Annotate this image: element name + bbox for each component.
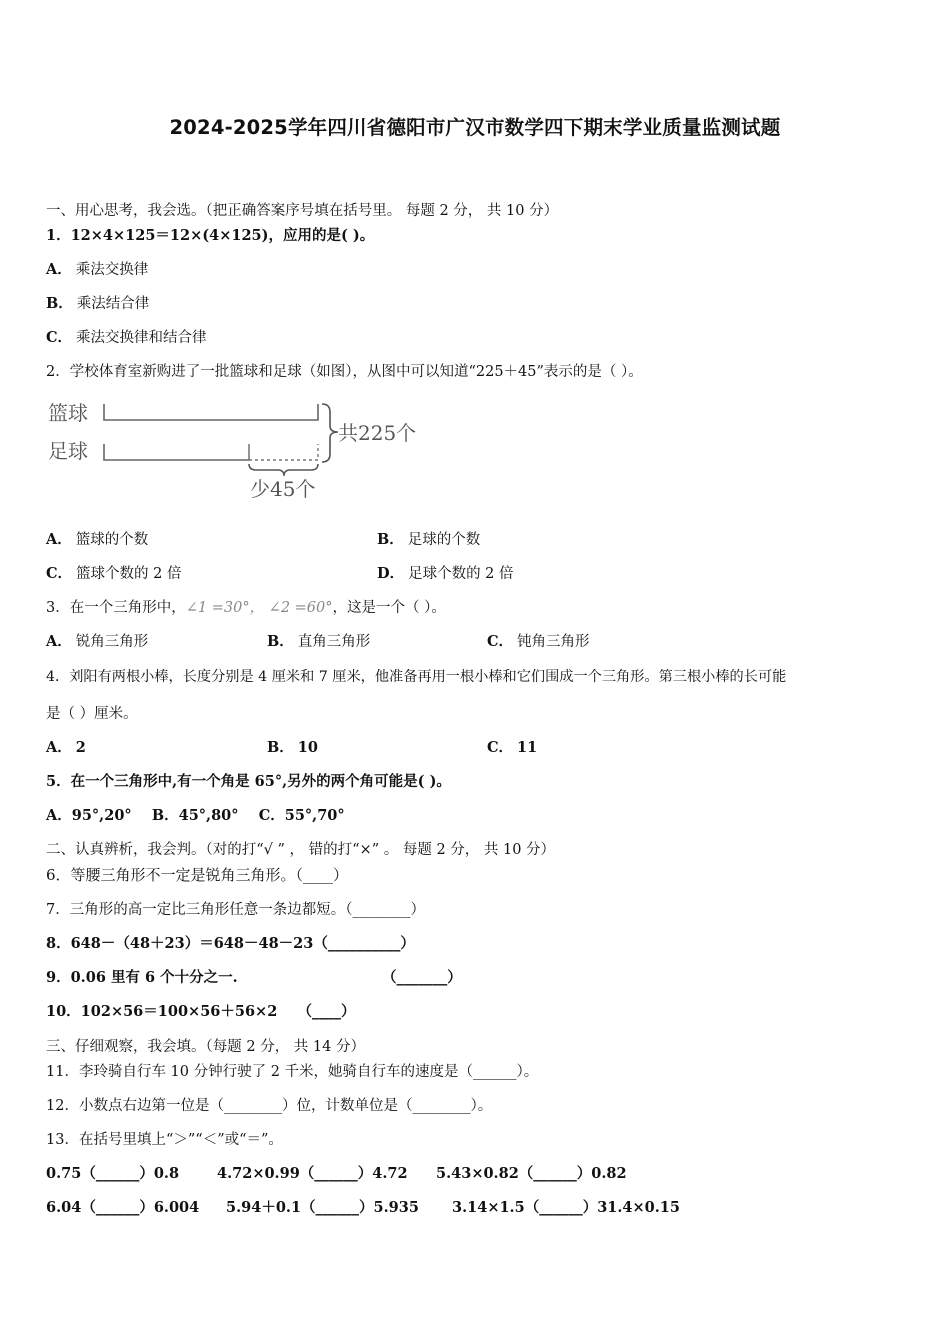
q1-option-c [46,328,207,348]
question-7: 7．三角形的高一定比三角形任意一条边都短。（________） [46,902,425,918]
q1-option-a [46,260,148,280]
option-label: C． [46,565,73,582]
option-text: 篮球个数的 2 倍 [76,566,182,582]
q13-item-3: 5.43×0.82（______）0.82 [436,1165,627,1182]
page-title: 2024-2025学年四川省德阳市广汉市数学四下期末学业质量监测试题 [169,116,781,139]
ball-diagram [46,396,426,500]
question-3 [46,598,446,618]
option-text: 10 [297,739,318,756]
total-brace [322,404,338,462]
less-brace [249,464,318,476]
option-label: A． [46,633,72,650]
option-label: B． [267,633,294,650]
question-4-line-2: 是（ ）厘米。 [46,706,138,722]
option-label: C． [46,329,73,346]
option-text: 足球个数的 2 倍 [408,566,514,582]
option-text: 锐角三角形 [75,634,149,650]
q3-option-c [487,632,590,652]
option-label: A． [46,261,72,278]
q4-option-b [267,738,318,758]
option-label: B． [377,531,404,548]
q3-prefix: 3．在一个三角形中， [46,600,186,616]
q5-options: A．95°,20° B．45°,80° C．55°,70° [46,807,345,824]
q3-option-a [46,632,148,652]
q13-item-1: 0.75（______）0.8 [46,1165,180,1182]
question-5: 5．在一个三角形中,有一个角是 65°,另外的两个角可能是( )。 [46,773,451,790]
section-2-heading: 二、认真辨析，我会判。（对的打“√ ” ， 错的打“×” 。 每题 2 分， 共 10 分） [46,842,556,858]
question-13: 13．在括号里填上“＞”“＜”或“＝”。 [46,1132,283,1148]
option-label: B． [46,295,73,312]
football-missing-part [249,444,318,460]
question-8: 8．648－（48＋23）＝648－48－23（__________） [46,935,415,952]
question-1: 1．12×4×125＝12×(4×125)，应用的是( )。 [46,227,375,244]
section-1-heading: 一、用心思考，我会选。（把正确答案序号填在括号里。 每题 2 分， 共 10 分） [46,203,559,219]
diagram-total-label: 共225个 [338,421,417,445]
q3-option-b [267,632,370,652]
question-12: 12．小数点右边第一位是（________）位，计数单位是（________）。 [46,1098,493,1114]
q4-option-a [46,738,86,758]
question-4-line-1: 4．刘阳有两根小棒，长度分别是 4 厘米和 7 厘米，他准备再用一根小棒和它们围成一个三角形。第三根小棒的长可能 [46,669,787,685]
question-10: 10．102×56＝100×56＋56×2 （____） [46,1003,356,1020]
diagram-label-basketball: 篮球 [48,401,88,425]
q1-option-b [46,294,149,314]
option-text: 直角三角形 [297,634,371,650]
option-label: C． [487,739,514,756]
football-bar [104,444,249,460]
option-text: 乘法结合律 [76,296,150,312]
option-label: A． [46,739,72,756]
q13-item-6: 3.14×1.5（______）31.4×0.15 [452,1199,680,1216]
option-label: C． [487,633,514,650]
q9-text: 9．0.06 里有 6 个十分之一. [46,969,238,986]
option-label: D． [377,565,405,582]
question-11: 11．李玲骑自行车 10 分钟行驶了 2 千米，她骑自行车的速度是（______）。 [46,1064,539,1080]
option-text: 乘法交换律 [75,262,149,278]
option-text: 11 [517,739,538,756]
q2-option-a [46,530,148,550]
option-text: 乘法交换律和结合律 [76,330,207,346]
option-text: 2 [75,739,86,756]
option-text: 篮球的个数 [75,532,149,548]
q4-option-c [487,738,537,758]
q3-suffix: ，这是一个（ ）。 [332,600,446,616]
q2-option-d [377,564,514,584]
question-2: 2．学校体育室新购进了一批篮球和足球（如图），从图中可以知道“225＋45”表示的是（ ）。 [46,364,643,380]
diagram-less-label: 少45个 [250,477,316,500]
question-6: 6．等腰三角形不一定是锐角三角形。（____） [46,866,349,884]
q9-blank: （_______） [382,969,462,986]
option-text: 足球的个数 [407,532,481,548]
basketball-bar [104,404,318,420]
option-text: 钝角三角形 [517,634,590,650]
question-9 [46,968,462,988]
option-label: A． [46,531,72,548]
q13-item-5: 5.94＋0.1（______）5.935 [226,1199,419,1216]
q2-option-b [377,530,480,550]
q3-angles: ∠1 =30°， ∠2 =60° [185,600,333,616]
q13-item-4: 6.04（______）6.004 [46,1199,200,1216]
option-label: B． [267,739,294,756]
q13-item-2: 4.72×0.99（______）4.72 [217,1165,408,1182]
q2-option-c [46,564,182,584]
diagram-label-football: 足球 [48,439,88,463]
section-3-heading: 三、仔细观察，我会填。（每题 2 分， 共 14 分） [46,1039,365,1055]
